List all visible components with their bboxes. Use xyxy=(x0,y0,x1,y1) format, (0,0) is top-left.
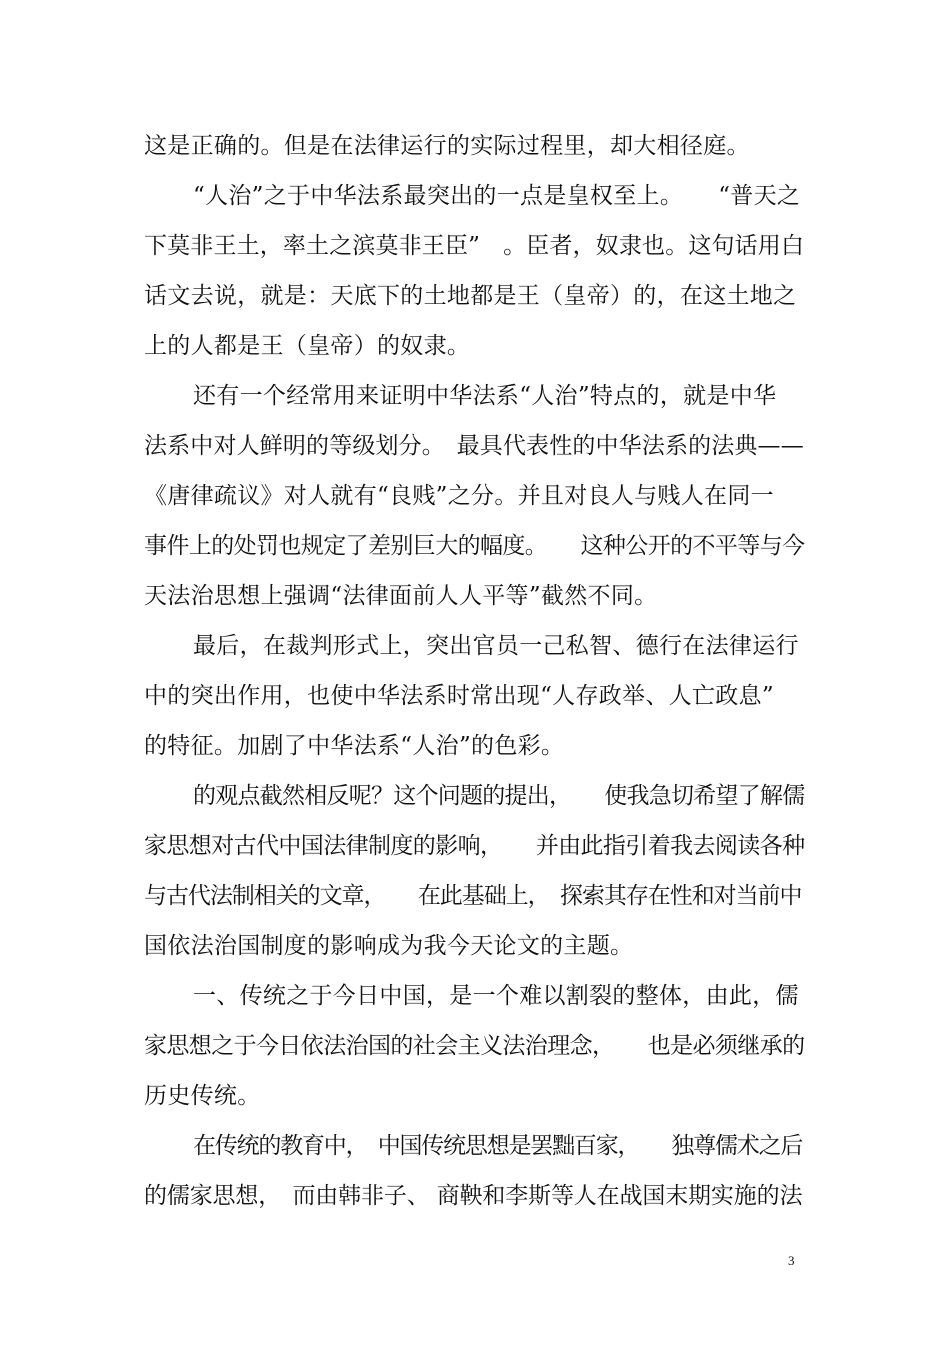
text-line: 一、传统之于今日中国，是一个难以割裂的整体，由此，儒 xyxy=(193,983,799,1009)
text-line: 的观点截然相反呢？这个问题的提出， 使我急切希望了解儒 xyxy=(193,783,805,809)
text-line: 这是正确的。但是在法律运行的实际过程里，却大相径庭。 xyxy=(144,133,750,159)
text-line: 国依法治国制度的影响成为我今天论文的主题。 xyxy=(144,933,634,959)
text-line: 法系中对人鲜明的等级划分。 最具代表性的中华法系的法典—— xyxy=(144,433,804,459)
text-line: 的特征。加剧了中华法系“人治”的色彩。 xyxy=(144,733,565,759)
text-line: 下莫非王土，率土之滨莫非王臣” 。臣者，奴隶也。这句话用白 xyxy=(144,233,805,259)
text-line: 天法治思想上强调“法律面前人人平等”截然不同。 xyxy=(144,583,658,609)
text-line: 在传统的教育中， 中国传统思想是罢黜百家， 独尊儒术之后 xyxy=(193,1133,803,1159)
text-line: 的儒家思想， 而由韩非子、 商鞅和李斯等人在战国末期实施的法 xyxy=(144,1183,803,1209)
text-line: 与古代法制相关的文章， 在此基础上， 探索其存在性和对当前中 xyxy=(144,883,802,909)
text-line: 中的突出作用，也使中华法系时常出现“人存政举、人亡政息” xyxy=(144,683,774,709)
text-line: 话文去说，就是：天底下的土地都是王（皇帝）的，在这土地之 xyxy=(144,283,797,309)
text-line: 《唐律疏议》对人就有“良贱”之分。并且对良人与贱人在同一 xyxy=(144,483,774,509)
page-number: 3 xyxy=(788,1253,795,1268)
text-line: 历史传统。 xyxy=(144,1083,261,1109)
text-line: 上的人都是王（皇帝）的奴隶。 xyxy=(144,333,471,359)
text-line: 家思想之于今日依法治国的社会主义法治理念， 也是必须继承的 xyxy=(144,1033,805,1059)
text-line: “人治”之于中华法系最突出的一点是皇权至上。 “普天之 xyxy=(193,183,801,209)
text-line: 还有一个经常用来证明中华法系“人治”特点的，就是中华 xyxy=(193,383,777,409)
text-line: 家思想对古代中国法律制度的影响， 并由此指引着我去阅读各种 xyxy=(144,833,805,859)
text-line: 最后，在裁判形式上，突出官员一己私智、德行在法律运行 xyxy=(193,633,799,659)
text-line: 事件上的处罚也规定了差别巨大的幅度。 这种公开的不平等与今 xyxy=(144,533,805,559)
